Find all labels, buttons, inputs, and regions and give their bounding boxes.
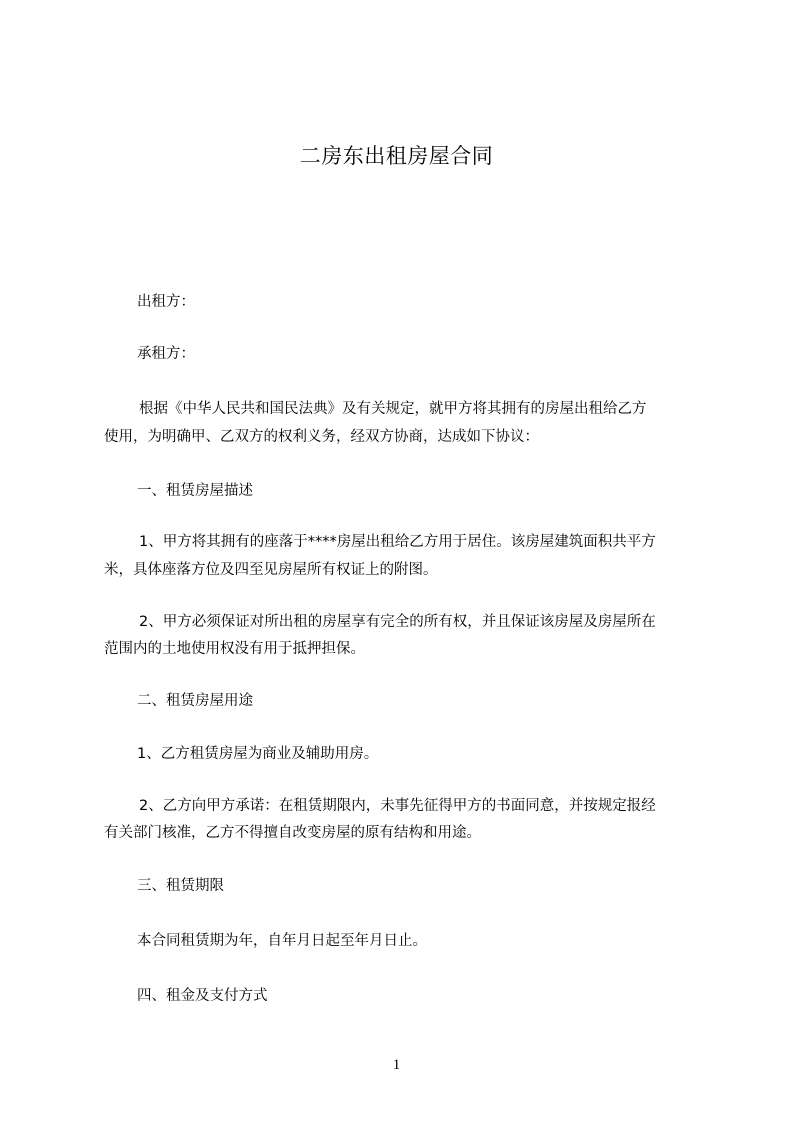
clause-2-2-line-1: 2、乙方向甲方承诺：在租赁期限内，未事先征得甲方的书面同意，并按规定报经 [139,798,656,814]
section-heading-1: 一、租赁房屋描述 [137,483,253,499]
section-heading-4: 四、租金及支付方式 [137,988,268,1004]
clause-3-1-line-1: 本合同租赁期为年，自年月日起至年月日止。 [137,933,427,949]
clause-1-1-line-2: 米，具体座落方位及四至见房屋所有权证上的附图。 [104,562,438,578]
lessor-label: 出租方： [137,294,195,310]
clause-2-1-line-1: 1、乙方租赁房屋为商业及辅助用房。 [137,746,379,762]
lessee-label: 承租方： [137,346,195,362]
clause-1-1-line-1: 1、甲方将其拥有的座落于****房屋出租给乙方用于居住。该房屋建筑面积共平方 [139,534,656,550]
section-heading-2: 二、租赁房屋用途 [137,693,253,709]
clause-1-2-line-1: 2、甲方必须保证对所出租的房屋享有完全的所有权，并且保证该房屋及房屋所在 [139,614,656,630]
intro-line-1: 根据《中华人民共和国民法典》及有关规定，就甲方将其拥有的房屋出租给乙方 [139,401,647,417]
document-title: 二房东出租房屋合同 [299,144,494,168]
page-number: 1 [392,1057,401,1073]
section-heading-3: 三、租赁期限 [137,878,224,894]
clause-1-2-line-2: 范围内的土地使用权没有用于抵押担保。 [104,641,365,657]
clause-2-2-line-2: 有关部门核准，乙方不得擅自改变房屋的原有结构和用途。 [104,825,481,841]
intro-line-2: 使用，为明确甲、乙双方的权利义务，经双方协商，达成如下协议： [104,429,539,445]
